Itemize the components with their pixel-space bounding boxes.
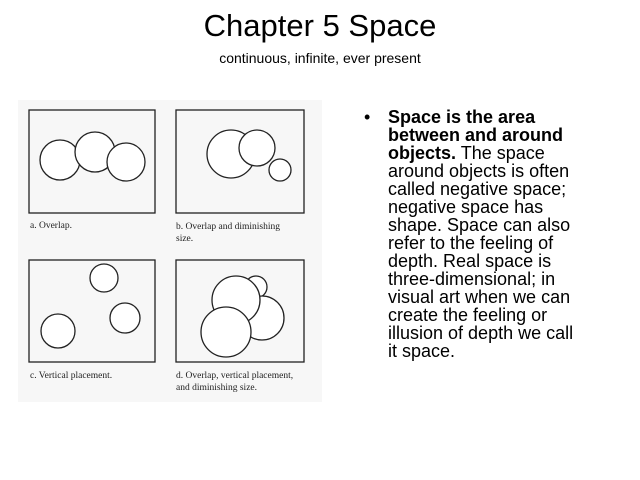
bullet-line-3: [388, 144, 636, 162]
caption-c: c. Vertical placement.: [30, 371, 113, 381]
caption-a: a. Overlap.: [30, 221, 72, 231]
panel-c-circle-2: [110, 303, 140, 333]
panel-c-circle-3: [41, 314, 75, 348]
bullet-line-5: called negative space;: [388, 179, 567, 199]
bullet-line-6: negative space has: [388, 197, 544, 217]
bullet-line-2: [388, 126, 636, 144]
bullet-line-11: visual art when we can: [388, 287, 571, 307]
caption-b-line-2: size.: [176, 234, 194, 244]
bullet-line-1: [388, 108, 636, 126]
bullet-line-3-bold: objects.: [388, 143, 457, 163]
panel-b-circle-3: [269, 159, 291, 181]
slide-title: Chapter 5 Space: [203, 8, 437, 43]
caption-d-line-1: d. Overlap, vertical placement,: [176, 371, 294, 381]
space-illustration-drawing: [18, 100, 322, 402]
bullet-line-9: depth. Real space is: [388, 251, 552, 271]
bullet-line-8: refer to the feeling of: [388, 233, 554, 253]
bullet-line-10: three-dimensional; in: [388, 269, 556, 289]
bullet-line-13: illusion of depth we call: [388, 323, 574, 343]
bullet-line-1-bold: Space is the area: [388, 107, 536, 127]
bullet-symbol: •: [364, 107, 371, 127]
panel-b-circle-2: [239, 130, 275, 166]
bullet-line-7: shape. Space can also: [388, 215, 571, 235]
panel-c-circle-1: [90, 264, 118, 292]
bullet-line-3-rest: The space: [456, 143, 545, 163]
slide-subtitle: continuous, infinite, ever present: [219, 50, 421, 66]
caption-d-line-2: and diminishing size.: [176, 383, 258, 393]
caption-b-line-1: b. Overlap and diminishing: [176, 222, 280, 232]
bullet-text: [388, 108, 636, 360]
bullet-line-2-bold: between and around: [388, 125, 564, 145]
bullet-line-12: create the feeling or: [388, 305, 548, 325]
space-illustration: [18, 100, 322, 402]
bullet-line-4: around objects is often: [388, 161, 570, 181]
panel-a-circle-3: [107, 143, 145, 181]
bullet-line-14: it space.: [388, 341, 456, 361]
panel-d-circle-large: [201, 307, 251, 357]
panel-a-circle-1: [40, 140, 80, 180]
